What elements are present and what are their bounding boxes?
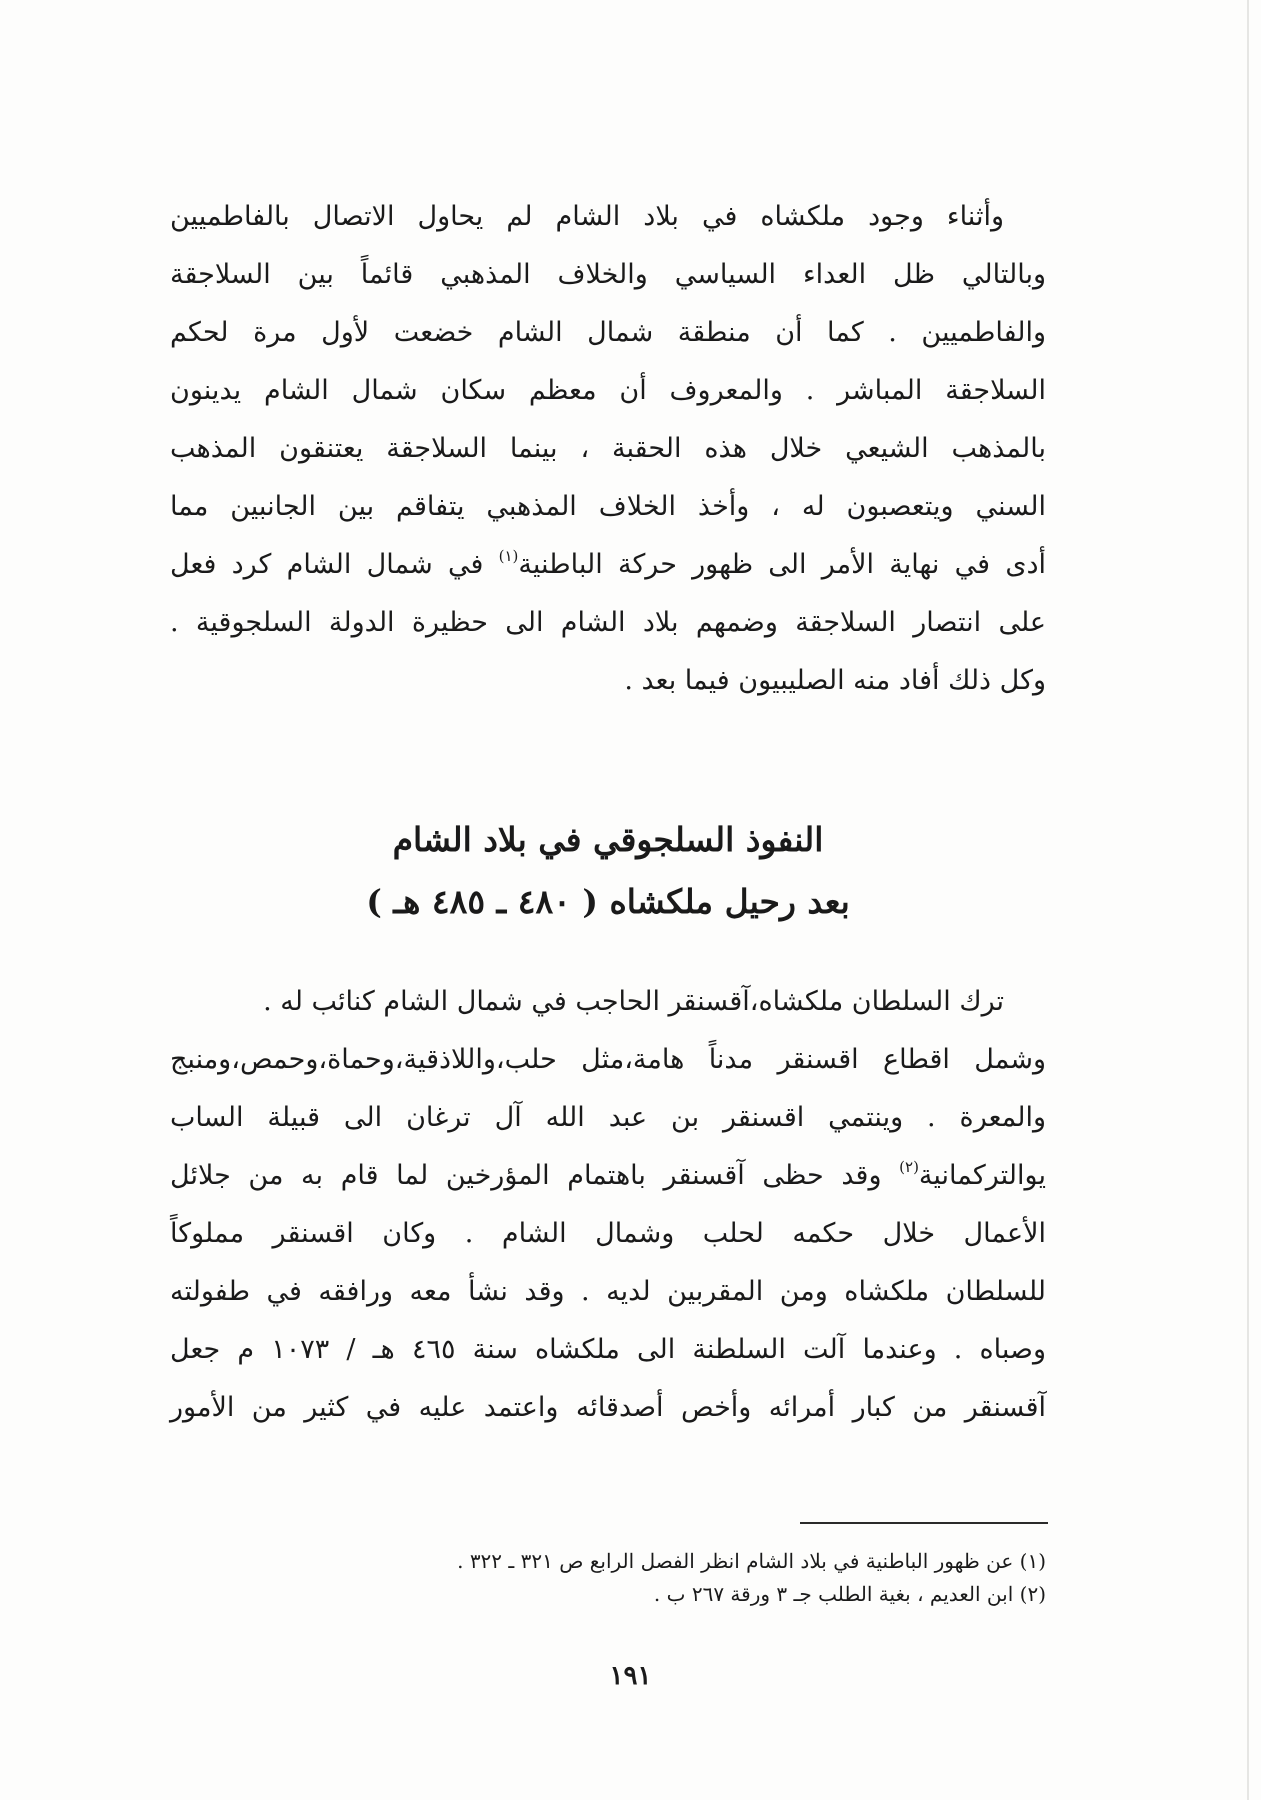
- text-line: والمعرة . وينتمي اقسنقر بن عبد الله آل ترغان الى قبيلة الساب: [170, 1102, 1046, 1133]
- text-run: يوالتركمانية: [918, 1160, 1046, 1191]
- text-line: ترك السلطان ملكشاه،آقسنقر الحاجب في شمال الشام كنائب له .: [263, 986, 1004, 1017]
- section-heading-line-1: النفوذ السلجوقي في بلاد الشام: [392, 820, 824, 859]
- footnote-divider: [800, 1522, 1048, 1524]
- text-line: السلاجقة المباشر . والمعروف أن معظم سكان شمال الشام يدينون: [170, 375, 1046, 406]
- text-line: [170, 1147, 1046, 1205]
- paragraph-1: [170, 188, 1046, 710]
- text-line: [170, 536, 1046, 594]
- text-line: على انتصار السلاجقة وضمهم بلاد الشام الى حظيرة الدولة السلجوقية .: [170, 607, 1046, 638]
- text-line: آقسنقر من كبار أمرائه وأخص أصدقائه واعتمد عليه في كثير من الأمور: [170, 1392, 1046, 1423]
- text-line: وشمل اقطاع اقسنقر مدناً هامة،مثل حلب،واللاذقية،وحماة،وحمص،ومنبج: [170, 1044, 1046, 1075]
- text-line: وبالتالي ظل العداء السياسي والخلاف المذهبي قائماً بين السلاجقة: [170, 259, 1046, 290]
- text-line: وصباه . وعندما آلت السلطنة الى ملكشاه سنة ٤٦٥ هـ / ١٠٧٣ م جعل: [170, 1334, 1046, 1365]
- page-number: ١٩١: [609, 1661, 652, 1691]
- footnotes: [170, 1545, 1046, 1611]
- text-line: بالمذهب الشيعي خلال هذه الحقبة ، بينما السلاجقة يعتنقون المذهب: [170, 433, 1046, 464]
- text-line: والفاطميين . كما أن منطقة شمال الشام خضعت لأول مرة لحكم: [170, 317, 1046, 348]
- page-edge-shadow: [1247, 0, 1249, 1800]
- text-line: للسلطان ملكشاه ومن المقربين لديه . وقد نشأ معه ورافقه في طفولته: [170, 1276, 1046, 1307]
- text-line: السني ويتعصبون له ، وأخذ الخلاف المذهبي يتفاقم بين الجانبين مما: [170, 491, 1046, 522]
- paragraph-2: [170, 973, 1046, 1437]
- text-run: أدى في نهاية الأمر الى ظهور حركة الباطنية: [518, 549, 1046, 580]
- text-line: الأعمال خلال حكمه لحلب وشمال الشام . وكان اقسنقر مملوكاً: [170, 1218, 1046, 1249]
- footnote-1: (١) عن ظهور الباطنية في بلاد الشام انظر الفصل الرابع ص ٣٢١ ـ ٣٢٢ .: [457, 1549, 1046, 1573]
- footnote-marker-2: (٢): [899, 1158, 919, 1176]
- section-heading-line-2: بعد رحيل ملكشاه ( ٤٨٠ ـ ٤٨٥ هـ ): [366, 882, 850, 921]
- text-line: وكل ذلك أفاد منه الصليبيون فيما بعد .: [624, 665, 1046, 696]
- text-line: وأثناء وجود ملكشاه في بلاد الشام لم يحاول الاتصال بالفاطميين: [170, 201, 1004, 232]
- text-run: في شمال الشام كرد فعل: [170, 549, 499, 580]
- footnote-2: (٢) ابن العديم ، بغية الطلب جـ ٣ ورقة ٢٦٧ ب .: [653, 1582, 1046, 1606]
- text-run: وقد حظى آقسنقر باهتمام المؤرخين لما قام به من جلائل: [170, 1160, 900, 1191]
- footnote-marker-1: (١): [498, 547, 519, 565]
